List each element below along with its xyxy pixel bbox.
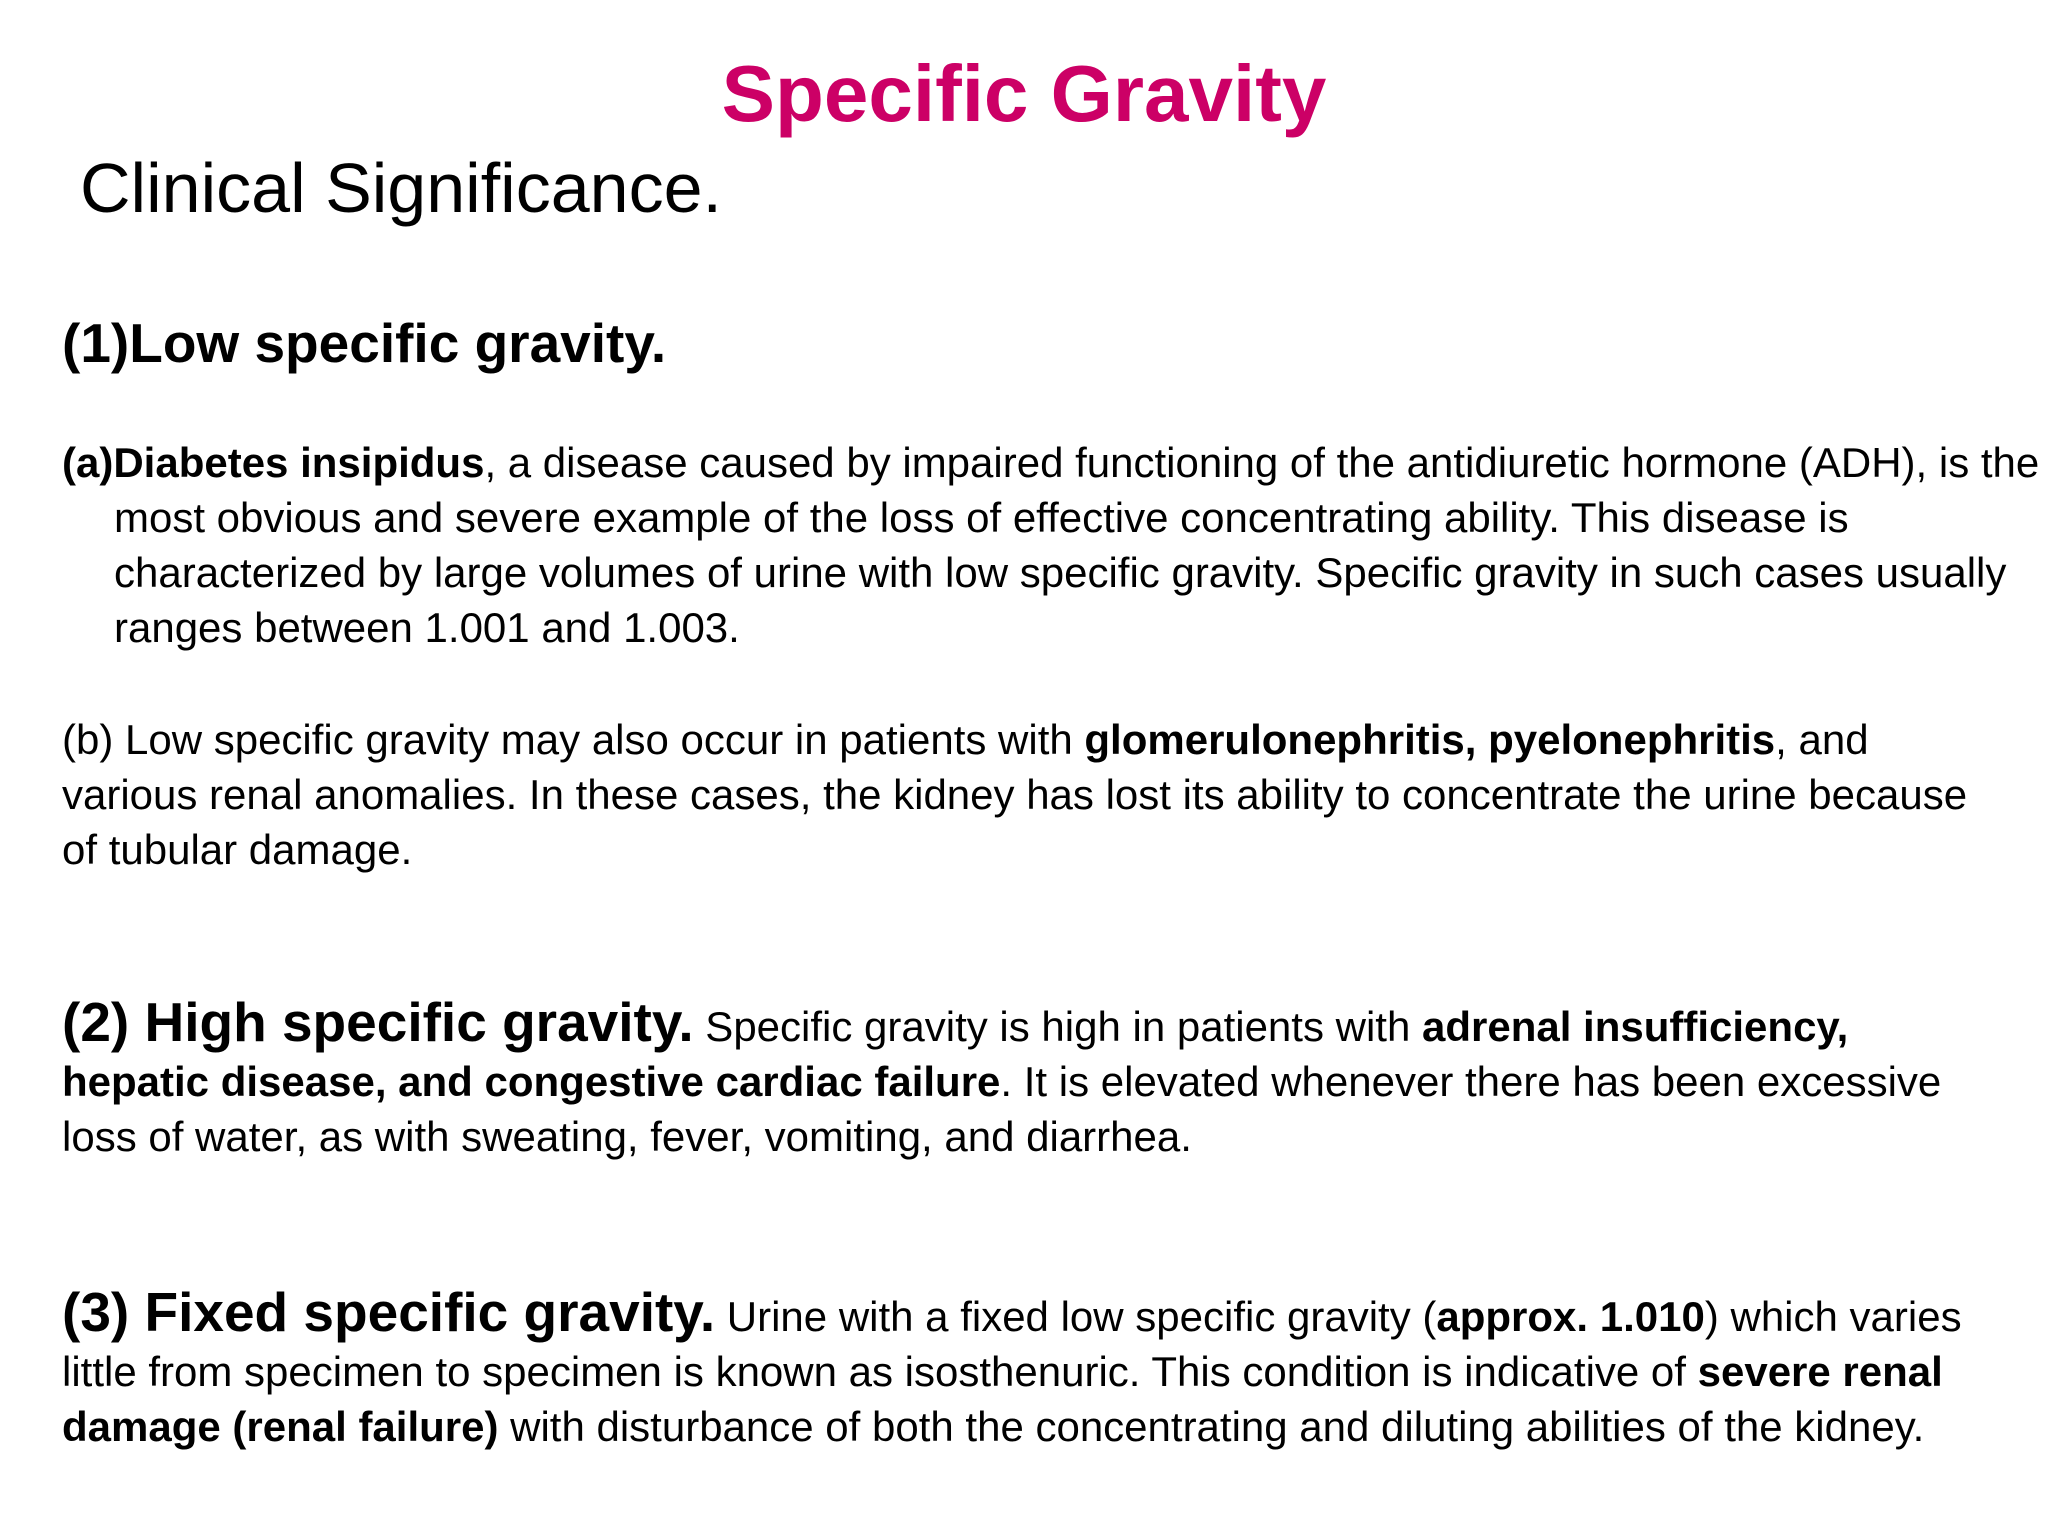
section3-paragraph	[62, 1281, 2002, 1454]
section1-item-a	[62, 435, 2048, 655]
section1-heading: (1)Low specific gravity.	[62, 312, 667, 374]
item-a-text: , a disease caused by impaired functioning of the antidiuretic hormone (ADH), is the most obvious and severe example of the loss of effective concentrating ability. This disease is characterized by large volumes of urine with low specific gravity. Specific gravity in such cases usually ranges between 1.001 and 1.003.	[114, 439, 2040, 651]
item-b-text-after: , and various renal anomalies. In these cases, the kidney has lost its ability to concentrate the urine because of tubular damage.	[62, 716, 1968, 873]
section2-paragraph	[62, 991, 2002, 1164]
section3-heading: (3) Fixed specific gravity.	[62, 1281, 716, 1343]
section1-item-b	[62, 712, 2002, 877]
section3-text-after: with disturbance of both the concentrating and diluting abilities of the kidney.	[498, 1403, 1925, 1450]
slide-subtitle: Clinical Significance.	[80, 149, 722, 227]
section3-value: approx. 1.010	[1436, 1293, 1705, 1340]
section3-term: severe renal damage (renal failure)	[62, 1348, 1943, 1450]
item-b-text-before: (b) Low specific gravity may also occur in patients with	[62, 716, 1085, 763]
item-b-term: glomerulonephritis, pyelonephritis	[1084, 716, 1776, 763]
section2-heading: (2) High specific gravity.	[62, 991, 694, 1053]
section2-term: adrenal insufficiency, hepatic disease, and congestive cardiac failure	[62, 1003, 1849, 1105]
section3-text-before: Urine with a fixed low specific gravity (	[715, 1293, 1437, 1340]
item-a-prefix: (a)	[62, 439, 114, 486]
item-a-term: Diabetes insipidus	[113, 439, 485, 486]
section3-text-middle: ) which varies little from specimen to specimen is known as isosthenuric. This condition is indicative of	[62, 1293, 1962, 1395]
section2-text-before: Specific gravity is high in patients with	[693, 1003, 1422, 1050]
slide-title: Specific Gravity	[721, 49, 1327, 138]
section2-text-after: . It is elevated whenever there has been excessive loss of water, as with sweating, fever, vomiting, and diarrhea.	[62, 1058, 1942, 1160]
